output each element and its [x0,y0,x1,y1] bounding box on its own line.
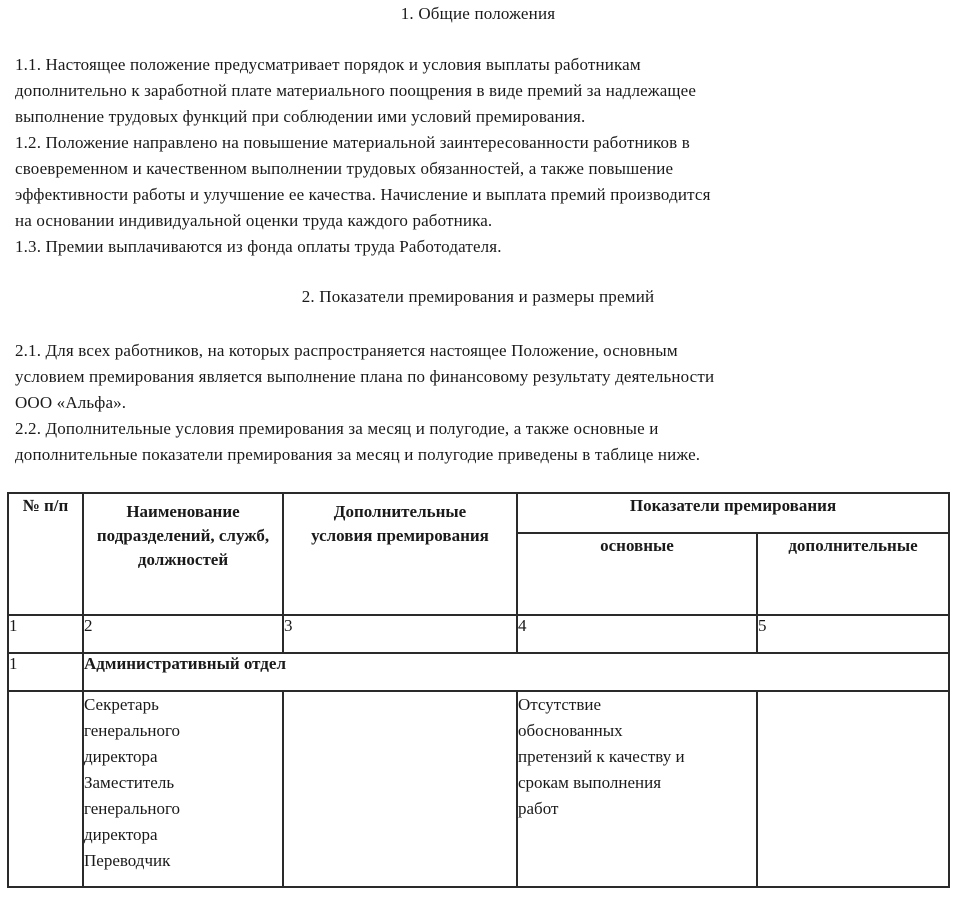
header-extra-conditions: Дополнительные условия премирования [283,493,517,615]
text-line: ООО «Альфа». [15,393,127,412]
department-row [8,653,949,691]
text-line: 1.2. Положение направлено на повышение материальной заинтересованности работников в [15,133,690,152]
text-line: 2.2. Дополнительные условия премирования за месяц и полугодие, а также основные и [15,419,659,438]
header-indicators: Показатели премирования [517,493,949,533]
header-row [8,493,949,533]
empty-cell [8,691,83,887]
header-main: основные [517,533,757,615]
position-line: Переводчик [84,851,171,870]
text-line: 1.1. Настоящее положение предусматривает порядок и условия выплаты работникам [15,55,641,74]
indicator-line: Отсутствие [518,695,602,714]
header-num: № п/п [8,493,83,615]
department-num: 1 [8,653,83,691]
header-additional: дополнительные [757,533,949,615]
section-1-title: 1. Общие положения [400,4,556,23]
text-line: дополнительные показатели премирования за месяц и полугодие приведены в таблице ниже. [15,445,701,464]
position-line: генерального [84,721,181,740]
text-line: выполнение трудовых функций при соблюдении ими условий премирования. [15,107,586,126]
department-name: Административный отдел [83,653,949,691]
numbering-row [8,615,949,653]
position-line: директора [84,825,158,844]
indicator-line: обоснованных [518,721,623,740]
col-number-1: 1 [8,615,83,653]
main-indicator-cell [517,691,757,887]
col-number-4: 4 [517,615,757,653]
positions-row [8,691,949,887]
extra-conditions-cell [283,691,517,887]
indicator-line: срокам выполнения [518,773,662,792]
text-line: эффективности работы и улучшение ее качества. Начисление и выплата премий производится [15,185,711,204]
col-number-5: 5 [757,615,949,653]
section-2-text [15,338,945,468]
text-line: условием премирования является выполнение плана по финансовому результату деятельности [15,367,715,386]
position-line: директора [84,747,158,766]
indicator-line: претензий к качеству и [518,747,685,766]
header-name: Наименование подразделений, служб, должностей [83,493,283,615]
bonus-table [7,492,950,888]
indicator-line: работ [518,799,559,818]
section-1-text [15,52,945,260]
position-line: генерального [84,799,181,818]
text-line: дополнительно к заработной плате материального поощрения в виде премий за надлежащее [15,81,697,100]
position-line: Заместитель [84,773,175,792]
col-number-2: 2 [83,615,283,653]
col-number-3: 3 [283,615,517,653]
positions-cell [83,691,283,887]
text-line: 1.3. Премии выплачиваются из фонда оплаты труда Работодателя. [15,237,502,256]
section-2-title: 2. Показатели премирования и размеры премий [301,287,655,306]
text-line: на основании индивидуальной оценки труда каждого работника. [15,211,493,230]
text-line: своевременном и качественном выполнении трудовых обязанностей, а также повышение [15,159,674,178]
position-line: Секретарь [84,695,159,714]
text-line: 2.1. Для всех работников, на которых распространяется настоящее Положение, основным [15,341,678,360]
additional-indicator-cell [757,691,949,887]
